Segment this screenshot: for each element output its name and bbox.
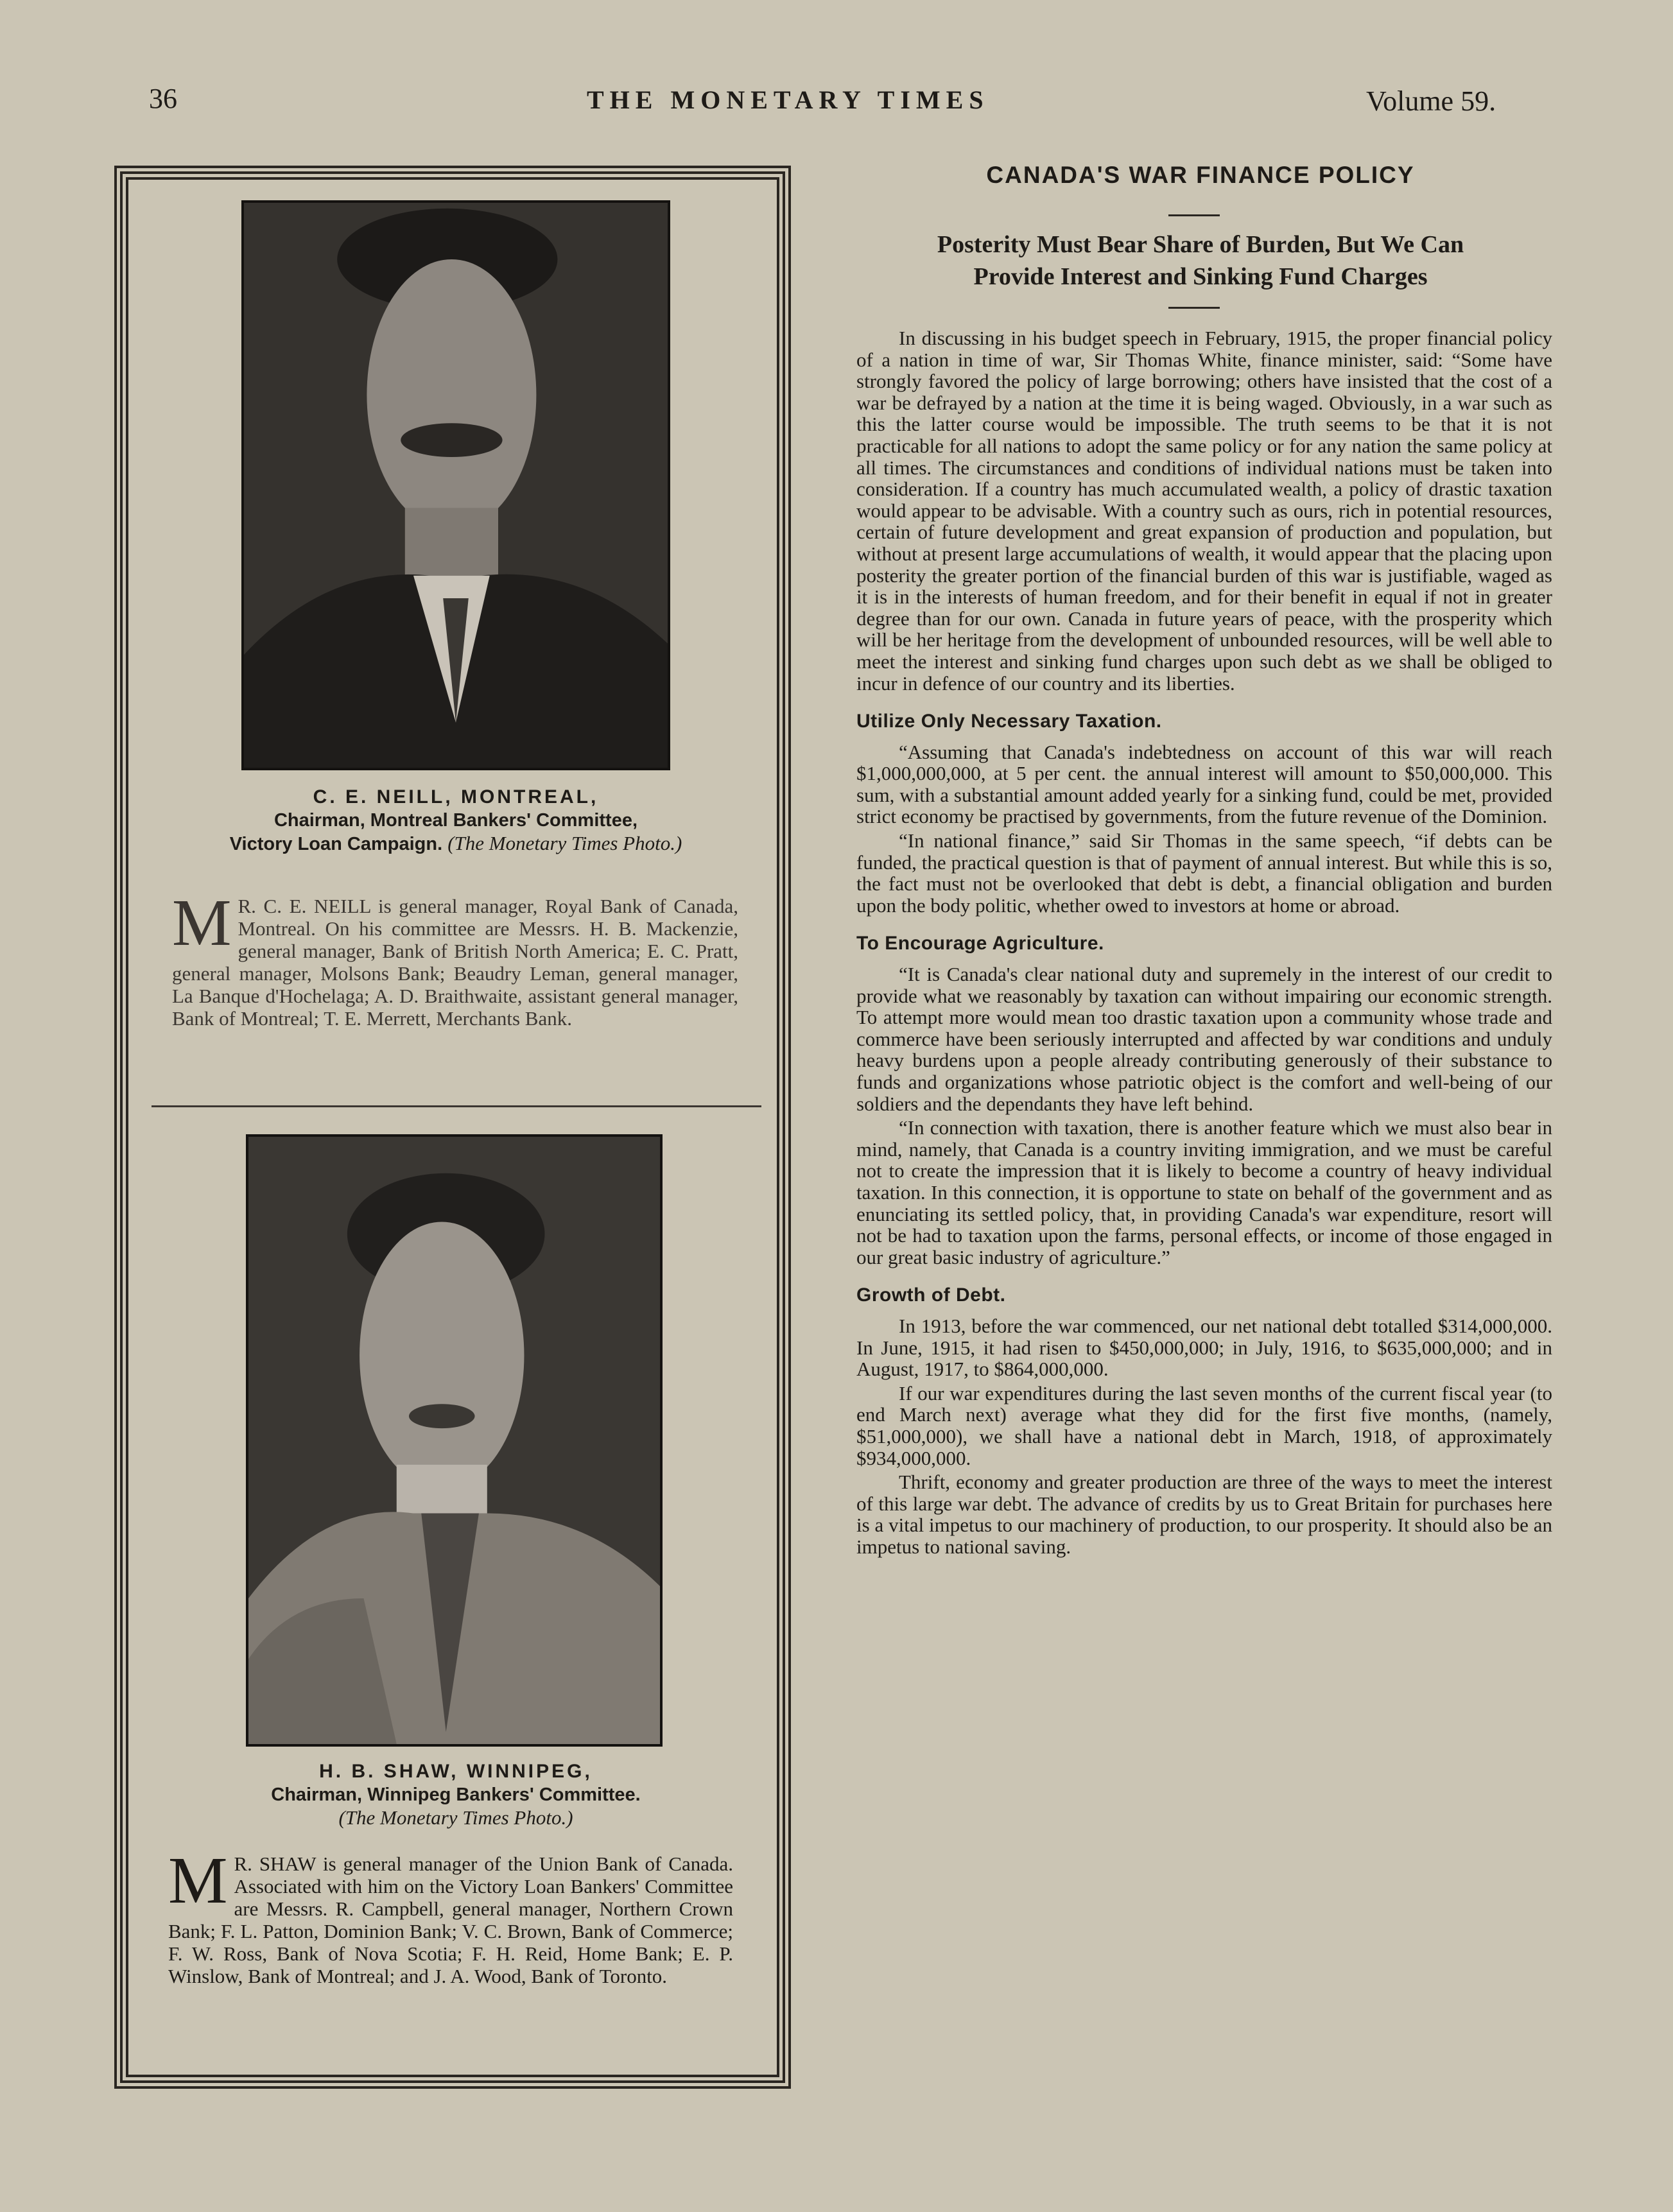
photo-credit: (The Monetary Times Photo.) — [338, 1806, 573, 1829]
caption-shaw — [160, 1760, 751, 1829]
drop-cap: M — [172, 886, 232, 960]
drop-cap: M — [168, 1844, 228, 1917]
paragraph: “In connection with taxation, there is another feature which we must also bear in mind, namely, that Canada is a country inviting immigration, and we must be careful not to create the impression that it is likely to become a country of heavy individual taxation. In this connection, it is opportune to state on behalf of the government and as enunciating its settled policy, that, in providing Canada's war expenditure, resort will not be had to taxation upon the farms, personal effects, or income of those engaged in our great basic industry of agriculture.” — [856, 1116, 1552, 1268]
panel-divider — [152, 1105, 761, 1107]
bio-shaw — [168, 1844, 733, 1987]
paragraph-intro: In discussing in his budget speech in February, 1915, the proper financial policy of a nation in time of war, Sir Thomas White, finance minister, said: “Some have strongly favored the policy of large borrowing; others have insisted that the cost of a war be defrayed by a nation at the time it is being waged. Obviously, in a war such as this the latter course would be impossible. The truth seems to be that it is not practicable for all nations to adopt the same policy or for any nation the same policy at all times. The circumstances and conditions of individual nations must be taken into consideration. If a country has much accumulated wealth, a policy of drastic taxation would appear to be advisable. With a country such as ours, rich in potential resources, certain of future development and great expansion of production and population, but without at present large accumulations of wealth, it would appear that the placing upon posterity the greater portion of the financial burden of this war is justifiable, waged as it is in the interests of human freedom, and for their benefit in equal if not in greater degree than for our own. Canada in future years of peace, with the prosperity which will be her heritage from the development of unbounded resources, will be well able to meet the interest and sinking fund charges upon such debt as we shall be obliged to incur in defence of our country and its liberties. — [856, 327, 1552, 695]
paragraph: If our war expenditures during the last seven months of the current fiscal year (to end March next) average what they did for the first five months, (namely, $51,000,000), we shall have a national debt in March, 1918, of approximately $934,000,000. — [856, 1381, 1552, 1469]
caption-name: C. E. NEILL, MONTREAL, — [313, 786, 599, 808]
section-heading: Utilize Only Necessary Taxation. — [856, 711, 1162, 732]
volume-label: Volume 59. — [1366, 85, 1496, 117]
publication-title: THE MONETARY TIMES — [587, 85, 989, 114]
portrait-photo-shaw — [246, 1134, 663, 1747]
portrait-photo-neill — [241, 200, 670, 770]
section-heading: To Encourage Agriculture. — [856, 933, 1104, 955]
paragraph: In 1913, before the war commenced, our net national debt totalled $314,000,000. In June, 1915, it had risen to $450,000,000; in July, 1916, to $635,000,000; and in August, 1917, to $864,000,000. — [856, 1314, 1552, 1381]
section-heading: Growth of Debt. — [856, 1284, 1006, 1306]
caption-name: H. B. SHAW, WINNIPEG, — [319, 1761, 593, 1782]
photo-credit: (The Monetary Times Photo.) — [447, 832, 682, 854]
paragraph: “In national finance,” said Sir Thomas in the same speech, “if debts can be funded, the practical question is that of payment of annual interest. But while this is so, the fact must not be overlooked that debt is debt, a financial obligation and burden upon the body politic, whether owed to investors at home or abroad. — [856, 829, 1552, 917]
subtitle-rule — [1168, 307, 1220, 309]
paragraph: “Assuming that Canada's indebtedness on account of this war will reach $1,000,000,000, at 5 per cent. the annual interest will amount to $50,000,000. This sum, with a substantial amount added yearly for a sinking fund, could be met, provided strict economy be practised by governments, from the future revenue of the Dominion. — [856, 740, 1552, 828]
title-rule — [1168, 214, 1220, 216]
subtitle-line-1: Posterity Must Bear Share of Burden, But We Can — [937, 231, 1464, 258]
caption-neill — [160, 786, 751, 856]
bio-text: R. C. E. NEILL is general manager, Royal Bank of Canada, Montreal. On his committee are Messrs. H. B. Mackenzie, general manager, Bank of British North America; E. C. Pratt, general manager, Molsons Bank; Beaudry Leman, general manager, La Banque d'Hochelaga; A. D. Braithwaite, assistant general manager, Bank of Montreal; T. E. Merrett, Merchants Bank. — [172, 895, 738, 1030]
paragraph: “It is Canada's clear national duty and supremely in the interest of our credit to provide what we reasonably by taxation can without impairing our economic strength. To attempt more would mean too drastic taxation upon a community whose trade and commerce have been seriously interrupted and affected by war conditions and unduly heavy burdens upon a people already contributing generously of their substance to funds and organizations whose patriotic object is the comfort and well-being of our soldiers and the dependants they have left behind. — [856, 963, 1552, 1115]
page-number: 36 — [149, 83, 177, 114]
bio-neill — [172, 886, 738, 1030]
article-subtitle — [854, 229, 1547, 293]
subtitle-line-2: Provide Interest and Sinking Fund Charges — [973, 263, 1428, 290]
caption-role: Chairman, Montreal Bankers' Committee, — [273, 810, 638, 831]
caption-role: Chairman, Winnipeg Bankers' Committee. — [271, 1784, 641, 1805]
article-title: CANADA'S WAR FINANCE POLICY — [986, 162, 1415, 188]
article-body — [856, 327, 1552, 1557]
caption-role-2: Victory Loan Campaign. — [229, 834, 443, 854]
paragraph: Thrift, economy and greater production are three of the ways to meet the interest of this large war debt. The advance of credits by us to Great Britain for purchases here is a vital impetus to our machinery of production, to our prosperity. It should also be an impetus to national saving. — [856, 1471, 1552, 1558]
bio-text: R. SHAW is general manager of the Union Bank of Canada. Associated with him on the Victory Loan Bankers' Committee are Messrs. R. Campbell, general manager, Northern Crown Bank; F. L. Patton, Dominion Bank; V. C. Brown, Bank of Commerce; F. W. Ross, Bank of Nova Scotia; F. H. Reid, Home Bank; E. P. Winslow, Bank of Montreal; and J. A. Wood, Bank of Toronto. — [168, 1853, 733, 1987]
